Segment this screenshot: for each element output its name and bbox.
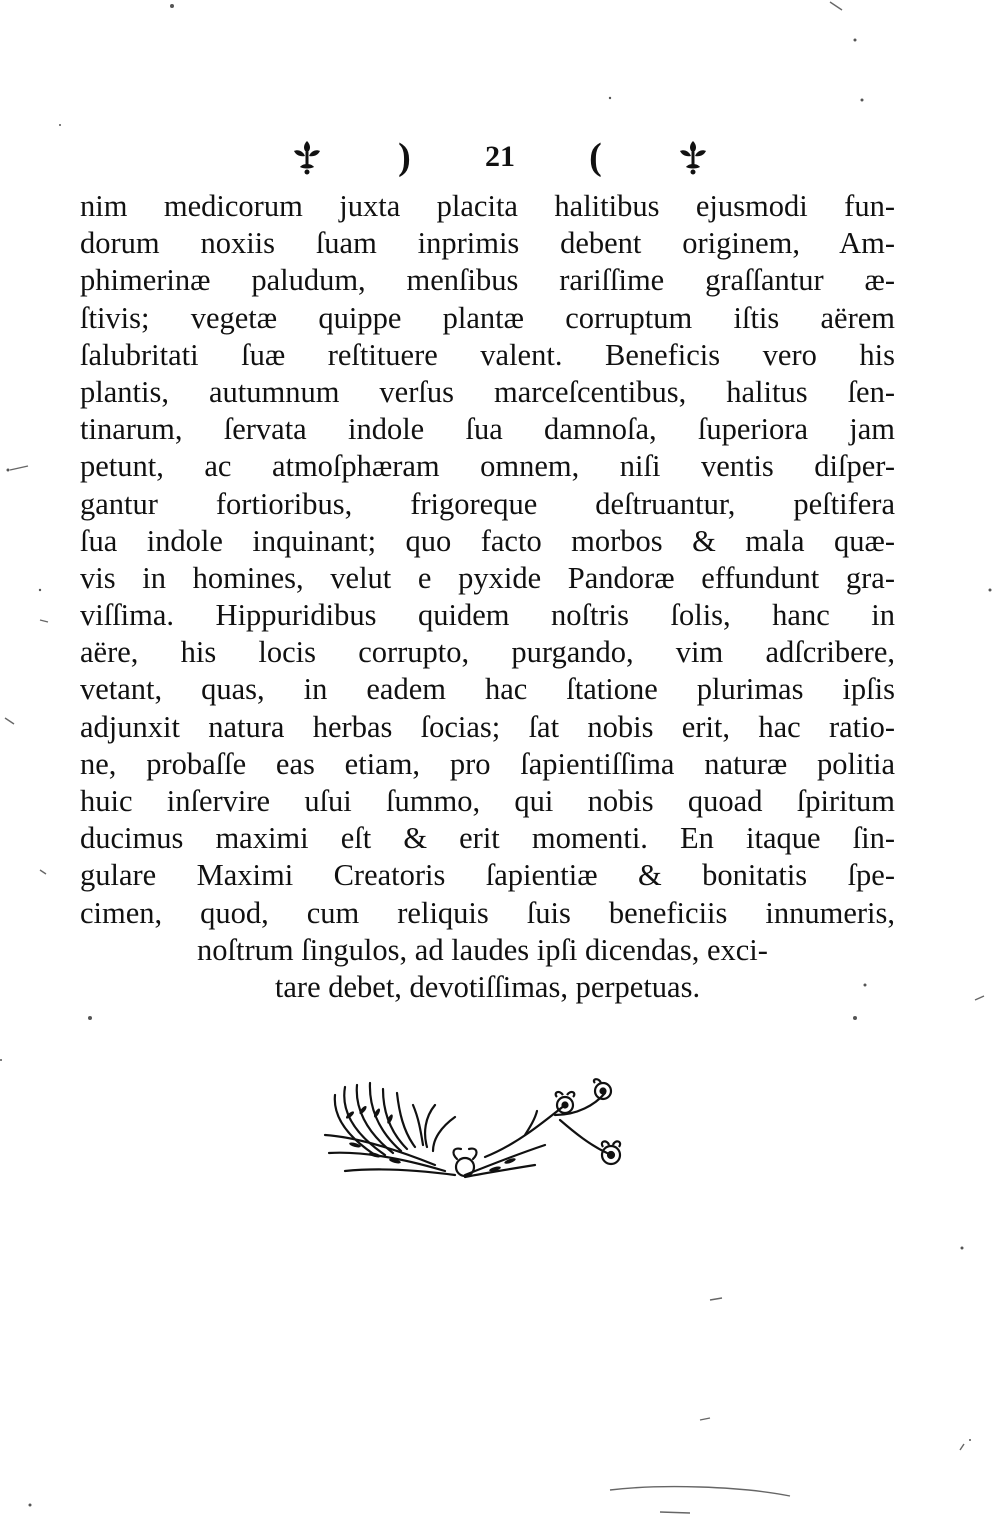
floral-tailpiece-icon — [315, 1075, 635, 1185]
text-line: ne, probaſſe eas etiam, pro ſapientiſſima naturæ politia — [80, 746, 895, 781]
text-line: phimerinæ paludum, menſibus rariſſime graſſantur æ- — [80, 263, 895, 298]
text-line: nim medicorum juxta placita halitibus ejusmodi fun- — [80, 189, 895, 223]
text-line: ſalubritati ſuæ reſtituere valent. Beneficis vero his — [80, 337, 895, 372]
text-line: vis in homines, velut e pyxide Pandoræ effundunt gra- — [80, 560, 895, 595]
text-line: plantis, autumnum verſus marceſcentibus, halitus ſen- — [80, 374, 895, 409]
text-line: ducimus maximi eſt & erit momenti. En itaque ſin- — [80, 821, 895, 856]
running-head — [290, 132, 710, 182]
text-line: petunt, ac atmoſphæram omnem, niſi ventis diſper- — [80, 449, 895, 484]
right-paren: ( — [589, 136, 602, 178]
text-line: viſſima. Hippuridibus quidem noſtris ſolis, hanc in — [80, 598, 895, 633]
text-line: huic inſervire uſui ſummo, qui nobis quoad ſpiritum — [80, 784, 895, 818]
page-number: 21 — [485, 140, 515, 173]
fleuron-icon — [676, 137, 710, 177]
text-line: aëre, his locis corrupto, purgando, vim adſcribere, — [80, 635, 895, 670]
body-text — [80, 188, 895, 1006]
text-line: ſtivis; vegetæ quippe plantæ corruptum iſtis aërem — [80, 300, 895, 335]
text-line: tinarum, ſervata indole ſua damnoſa, ſuperiora jam — [80, 412, 895, 447]
text-line: vetant, quas, in eadem hac ſtatione plurimas ipſis — [80, 672, 895, 707]
fleuron-icon — [290, 137, 324, 177]
text-line: noſtrum ſingulos, ad laudes ipſi dicendas, exci- — [197, 932, 768, 967]
text-line: adjunxit natura herbas ſocias; ſat nobis erit, hac ratio- — [80, 709, 895, 744]
left-paren: ) — [398, 136, 411, 178]
text-line: ſua indole inquinant; quo facto morbos & mala quæ- — [80, 523, 895, 558]
text-line: tare debet, devotiſſimas, perpetuas. — [274, 969, 701, 1004]
text-line: dorum noxiis ſuam inprimis debent originem, Am- — [80, 226, 895, 261]
text-line: gantur fortioribus, frigoreque deſtruantur, peſtifera — [80, 486, 895, 521]
text-line: gulare Maximi Creatoris ſapientiæ & bonitatis ſpe- — [80, 858, 895, 893]
text-line: cimen, quod, cum reliquis ſuis beneficiis innumeris, — [80, 895, 895, 930]
